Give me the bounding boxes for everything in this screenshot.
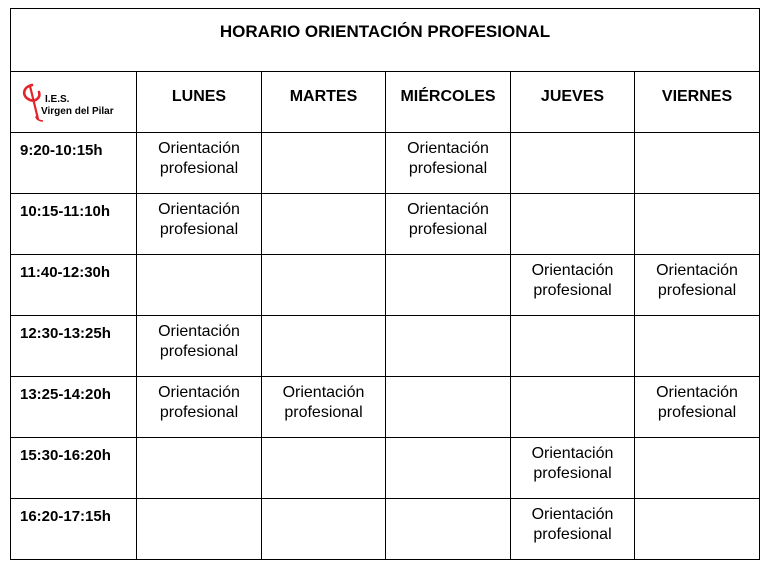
schedule-cell [635,377,760,438]
session-line-1: Orientación [158,384,240,401]
schedule-cell [386,499,511,560]
time-slot-label: 9:20-10:15h [20,142,103,159]
schedule-cell [137,133,262,194]
title-cell [11,9,760,72]
schedule-cell [635,499,760,560]
time-slot-cell [11,133,137,194]
schedule-table [10,8,760,560]
session-line-1: Orientación [407,201,489,218]
logo-text-school-name: Virgen del Pilar [41,106,114,117]
schedule-cell [262,133,386,194]
schedule-cell [511,133,635,194]
day-header-viernes [635,72,760,133]
schedule-cell [262,255,386,316]
day-header-jueves [511,72,635,133]
schedule-cell [635,316,760,377]
time-slot-label: 13:25-14:20h [20,386,111,403]
schedule-cell [386,438,511,499]
schedule-cell [511,194,635,255]
session-label [137,377,261,423]
session-line-2: profesional [408,160,488,177]
time-slot-cell [11,194,137,255]
session-label [137,194,261,240]
logo-text-ies: I.E.S. [45,94,70,105]
schedule-cell [137,194,262,255]
session-line-2: profesional [284,404,363,421]
session-line-2: profesional [533,526,612,543]
time-slot-cell [11,438,137,499]
time-slot-cell [11,255,137,316]
session-line-1: Orientación [656,384,738,401]
schedule-cell [137,377,262,438]
day-header-miercoles [386,72,511,133]
time-slot-cell [11,316,137,377]
time-slot-label: 12:30-13:25h [20,325,111,342]
session-label [635,255,759,301]
schedule-cell [262,316,386,377]
session-line-1: Orientación [531,262,614,279]
schedule-cell [137,438,262,499]
time-slot-label: 15:30-16:20h [20,447,111,464]
session-line-1: Orientación [158,140,240,157]
schedule-cell [137,255,262,316]
schedule-cell [137,316,262,377]
session-line-2: profesional [159,404,239,421]
schedule-cell [635,194,760,255]
session-line-1: Orientación [158,201,240,218]
session-label [511,255,634,301]
header-row [11,72,760,133]
schedule-cell [262,438,386,499]
schedule-cell [137,499,262,560]
schedule-cell [386,194,511,255]
session-line-2: profesional [657,282,737,299]
session-label [511,499,634,545]
session-label [386,194,510,240]
school-logo [19,83,139,123]
schedule-cell [386,316,511,377]
session-line-2: profesional [159,221,239,238]
schedule-row [11,194,760,255]
day-label: LUNES [171,88,227,105]
schedule-row [11,438,760,499]
schedule-cell [262,194,386,255]
time-slot-cell [11,499,137,560]
school-logo-mark [19,83,43,123]
time-slot-cell [11,377,137,438]
session-line-1: Orientación [656,262,738,279]
session-line-1: Orientación [282,384,365,401]
day-label: VIERNES [661,88,733,105]
day-header-lunes [137,72,262,133]
session-label [386,133,510,179]
session-label [635,377,759,423]
session-line-2: profesional [408,221,488,238]
day-label: JUEVES [540,88,605,105]
time-slot-label: 16:20-17:15h [20,508,111,525]
schedule-cell [511,438,635,499]
session-label [262,377,385,423]
schedule-cell [386,377,511,438]
session-line-2: profesional [657,404,737,421]
schedule-cell [635,133,760,194]
session-label [511,438,634,484]
schedule-cell [511,499,635,560]
schedule-row [11,377,760,438]
session-line-2: profesional [159,343,239,360]
day-label: MARTES [289,88,358,105]
session-line-1: Orientación [531,445,614,462]
schedule-cell [511,255,635,316]
schedule-row [11,499,760,560]
session-line-1: Orientación [531,506,614,523]
time-slot-label: 11:40-12:30h [20,264,111,281]
schedule-row [11,316,760,377]
schedule-cell [511,377,635,438]
schedule-cell [262,499,386,560]
day-label: MIÉRCOLES [400,88,496,105]
day-header-martes [262,72,386,133]
schedule-row [11,133,760,194]
schedule-cell [386,255,511,316]
session-line-2: profesional [533,465,612,482]
title-row [11,9,760,72]
time-slot-label: 10:15-11:10h [20,203,111,220]
session-line-1: Orientación [407,140,489,157]
session-label [137,133,261,179]
schedule-row [11,255,760,316]
session-label [137,316,261,362]
schedule-cell [262,377,386,438]
schedule-cell [386,133,511,194]
session-line-2: profesional [533,282,612,299]
page-title: HORARIO ORIENTACIÓN PROFESIONAL [219,22,551,41]
schedule-cell [635,255,760,316]
logo-cell [11,72,137,133]
schedule-cell [511,316,635,377]
session-line-1: Orientación [158,323,240,340]
schedule-cell [635,438,760,499]
session-line-2: profesional [159,160,239,177]
